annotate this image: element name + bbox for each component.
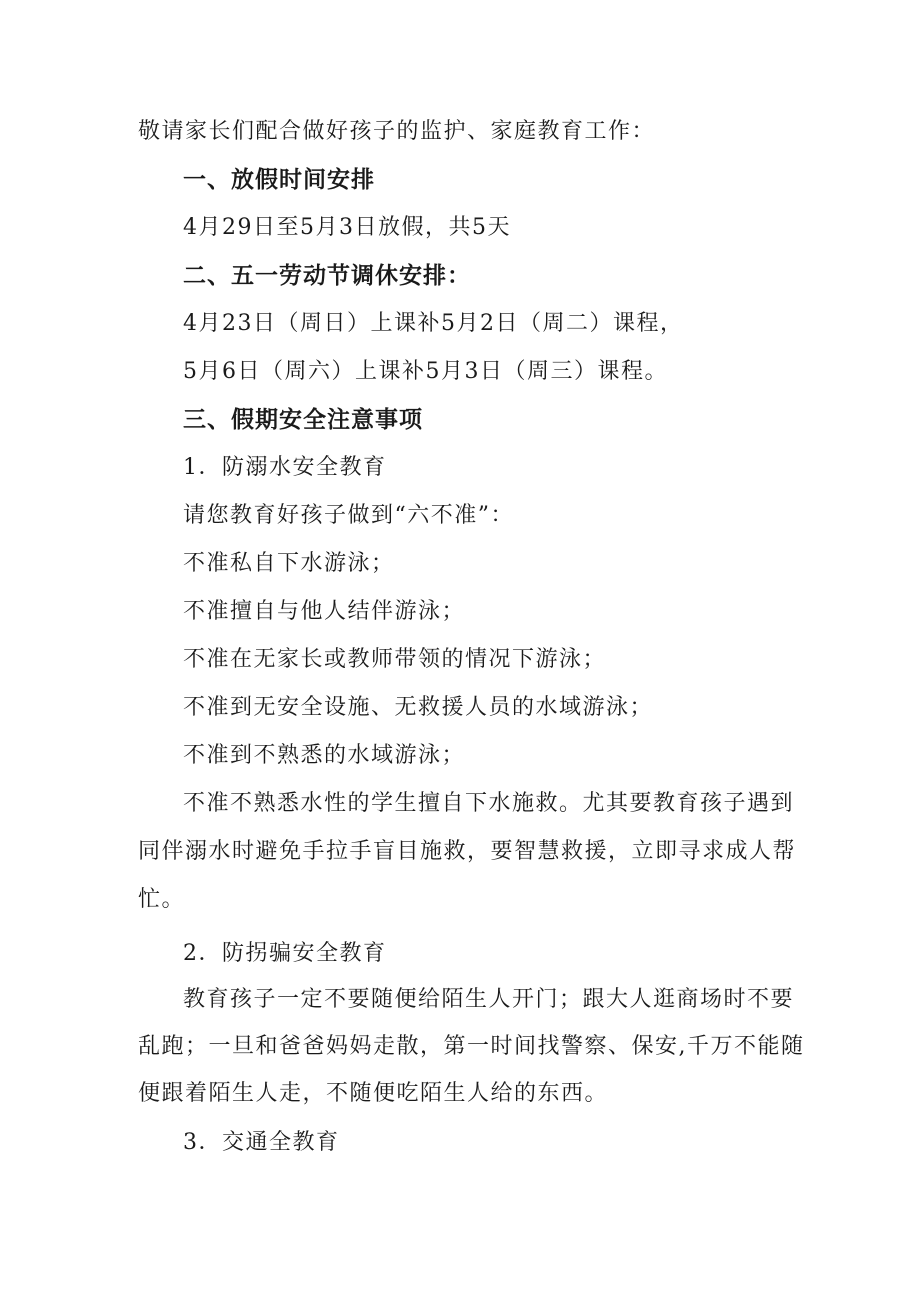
holiday-dates-text: 4月29日至5月3日放假，共5天	[183, 215, 511, 240]
item-2-title: 2．防拐骗安全教育	[183, 941, 387, 966]
item-1-lead: 请您教育好孩子做到“六不准”：	[183, 503, 514, 528]
rule-item: 不准到不熟悉的水域游泳；	[183, 743, 466, 768]
paragraph-line: 便跟着陌生人走，不随便吃陌生人给的东西。	[138, 1081, 609, 1106]
rule-item: 不准到无安全设施、无救援人员的水域游泳；	[183, 695, 654, 720]
paragraph-line: 乱跑；一旦和爸爸妈妈走散，第一时间找警察、保安,千万不能随	[138, 1034, 805, 1059]
item-3-title: 3．交通全教育	[183, 1130, 340, 1155]
section-1-heading: 一、放假时间安排	[183, 167, 375, 193]
section-3-heading: 三、假期安全注意事项	[183, 407, 423, 433]
rule-item: 不准在无家长或教师带领的情况下游泳；	[183, 647, 607, 672]
paragraph-line: 同伴溺水时避免手拉手盲目施救，要智慧救援，立即寻求成人帮	[138, 839, 797, 864]
item-1-title: 1．防溺水安全教育	[183, 455, 387, 480]
section-2-heading: 二、五一劳动节调休安排：	[183, 263, 471, 289]
intro-text: 敬请家长们配合做好孩子的监护、家庭教育工作：	[138, 119, 656, 144]
rule-item: 不准私自下水游泳；	[183, 551, 395, 576]
paragraph-line: 不准不熟悉水性的学生擅自下水施救。尤其要教育孩子遇到	[183, 791, 795, 816]
paragraph-line: 教育孩子一定不要随便给陌生人开门；跟大人逛商场时不要	[183, 987, 795, 1012]
makeup-class-line-2: 5月6日（周六）上课补5月3日（周三）课程。	[183, 359, 668, 384]
rule-item: 不准擅自与他人结伴游泳；	[183, 599, 466, 624]
makeup-class-line-1: 4月23日（周日）上课补5月2日（周二）课程，	[183, 311, 684, 336]
paragraph-line: 忙。	[138, 887, 186, 912]
